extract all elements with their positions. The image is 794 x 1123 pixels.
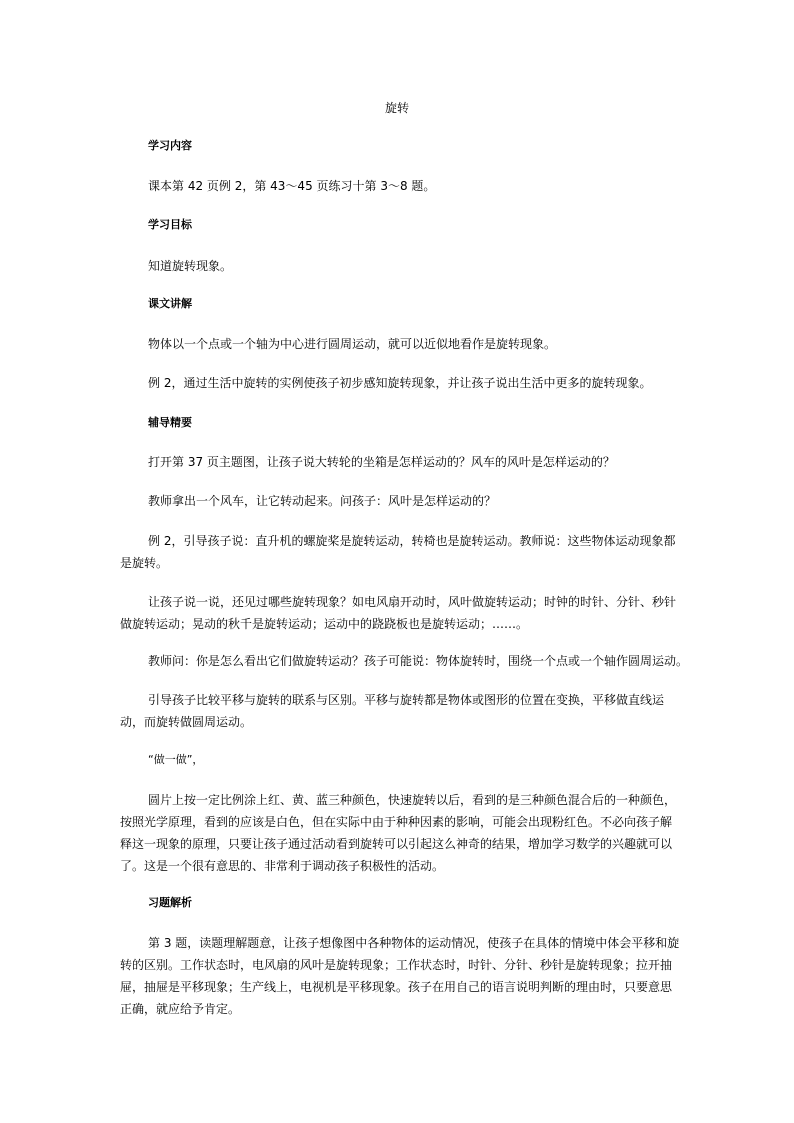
heading-exercises: 习题解析	[148, 896, 192, 909]
heading-tutoring: 辅导精要	[148, 416, 192, 429]
heading-learning-goal: 学习目标	[148, 218, 192, 231]
paragraph-tutoring-6: 引导孩子比较平移与旋转的联系与区别。平移与旋转都是物体或图形的位置在变换，平移做直线运动，而旋转做圆周运动。	[120, 693, 665, 729]
paragraph-tutoring-1: 打开第 37 页主题图，让孩子说大转轮的坐箱是怎样运动的？风车的风叶是怎样运动的？	[148, 455, 615, 469]
paragraph-tutoring-3: 例 2，引导孩子说：直升机的螺旋桨是旋转运动，转椅也是旋转运动。教师说：这些物体运动现象都是旋转。	[120, 534, 676, 570]
paragraph-tutoring-2: 教师拿出一个风车，让它转动起来。问孩子：风叶是怎样运动的？	[148, 494, 497, 508]
paragraph-tutoring-7: 圆片上按一定比例涂上红、黄、蓝三种颜色，快速旋转以后，看到的是三种颜色混合后的一种颜色，按照光学原理，看到的应该是白色，但在实际中由于种种因素的影响，可能会出现粉红色。不必向孩子解释这一现象的原理，只要让孩子通过活动看到旋转可以引起这么神奇的结果，增加学习数学的兴趣就可以了。这是一个很有意思的、非常利于调动孩子积极性的活动。	[120, 793, 677, 873]
paragraph-learning-content: 课本第 42 页例 2，第 43～45 页练习十第 3～8 题。	[148, 179, 436, 193]
document-title: 旋转	[384, 101, 409, 115]
paragraph-lesson-1: 物体以一个点或一个轴为中心进行圆周运动，就可以近似地看作是旋转现象。	[148, 337, 557, 351]
heading-learning-content: 学习内容	[148, 139, 192, 152]
sub-heading-try-it: “做一做”，	[148, 753, 204, 766]
paragraph-exercises-1: 第 3 题，读题理解题意，让孩子想像图中各种物体的运动情况，使孩子在具体的情境中体会平移和旋转的区别。工作状态时，电风扇的风叶是旋转现象；工作状态时，时针、分针、秒针是旋转现象；拉开抽屉，抽屉是平移现象；生产线上，电视机是平移现象。孩子在用自己的语言说明判断的理由时，只要意思正确，就应给予肯定。	[120, 936, 680, 1016]
paragraph-tutoring-5: 教师问：你是怎么看出它们做旋转运动？孩子可能说：物体旋转时，围绕一个点或一个轴作圆周运动。	[148, 654, 689, 668]
paragraph-lesson-2: 例 2，通过生活中旋转的实例使孩子初步感知旋转现象，并让孩子说出生活中更多的旋转现象。	[148, 376, 652, 390]
paragraph-learning-goal: 知道旋转现象。	[148, 259, 233, 273]
heading-lesson: 课文讲解	[148, 297, 192, 310]
paragraph-tutoring-4: 让孩子说一说，还见过哪些旋转现象？如电风扇开动时，风叶做旋转运动；时钟的时针、分针、秒针做旋转运动；晃动的秋千是旋转运动；运动中的跷跷板也是旋转运动；……。	[120, 595, 677, 631]
